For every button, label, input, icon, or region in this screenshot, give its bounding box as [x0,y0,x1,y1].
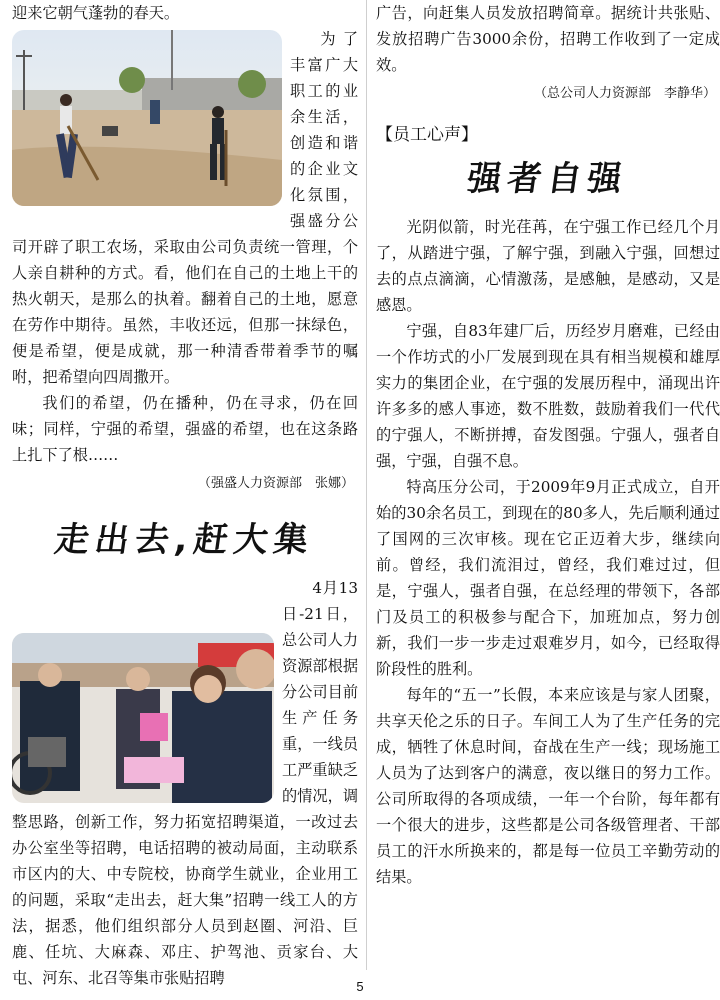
essay-headline: 强者自强 [464,159,631,199]
article1-paragraph-1: 为了丰富广大职工的业余生活，创造和谐的企业文化氛围，强盛分公司开辟了职工农场，采取由公司负责统一管理，个人亲自耕种的方式。看，他们在自己的土地上干的热火朝天，是那么的执着。翻着自己的土地，愿意在劳作中期待。虽然，丰收还远，但那一抹绿色，便是希望，便是成就，那一种清香带着季节的嘱咐，把希望向四周撒开。 [12,30,358,386]
farm-photo [12,30,282,206]
article1-signature: （强盛人力资源部 张娜） [197,476,354,491]
article1-body [12,26,358,496]
article2-paragraph: 4月13日-21日，总公司人力资源部根据分公司目前生产任务重，一线员工严重缺乏的情况，调整思路，创新工作，努力拓宽招聘渠道，一改过去办公室坐等招聘，电话招聘的被动局面，主动联系市区内的大、中专院校，协商学生就业，企业用工的问题，采取“走出去，赶大集”招聘一线工人的方法，据悉，他们组织部分人员到赵圈、河沿、巨鹿、任坑、大麻森、邓庄、护驾池、贡家台、大屯、河东、北召等集市张贴招聘 [12,579,358,987]
job-fair-photo [12,633,274,803]
essay-paragraph-2: 宁强，自83年建厂后，历经岁月磨难，已经由一个作坊式的小厂发展到现在具有相当规模和雄厚实力的集团企业，在宁强的发展历程中，涌现出许许多多的感人事迹，数不胜数，鼓励着我们一代代的宁强人，不断拼搏，奋发图强。宁强人，强者自强，宁强，自强不息。 [376,322,720,470]
page-number: 5 [356,979,364,994]
article2-headline: 走出去,赶大集 [52,520,317,560]
right-column [376,0,720,890]
section-label: 【员工心声】 [376,125,478,145]
article1-lead-line: 迎来它朝气蓬勃的春天。 [12,4,180,22]
article2-continuation: 广告，向赶集人员发放招聘简章。据统计共张贴、发放招聘广告3000余份，招聘工作收到了一定成效。 [376,4,720,74]
column-divider [366,0,367,970]
essay-paragraph-3: 特高压分公司，于2009年9月正式成立，自开始的30余名员工，到现在的80多人，先后顺利通过了国网的三次审核。现在它正迈着大步，继续向前。曾经，我们流泪过，曾经，我们难过过，但是，宁强人，强者自强，在总经理的带领下，各部门及员工的积极参与配合下，加班加点，努力创新，我们一步一步走过艰难岁月，如今，已经取得阶段性的胜利。 [376,478,720,678]
article1-paragraph-2: 我们的希望，仍在播种，仍在寻求，仍在回味；同样，宁强的希望，强盛的希望，也在这条路上扎下了根…… [12,394,358,464]
article2-signature: （总公司人力资源部 李静华） [533,86,716,101]
left-column [12,0,358,991]
essay-paragraph-1: 光阴似箭，时光荏苒，在宁强工作已经几个月了，从踏进宁强，了解宁强，到融入宁强，回想过去的点点滴滴，心情激荡，是感触，是感动，又是感恩。 [376,218,720,314]
essay-paragraph-4: 每年的“五一”长假，本来应该是与家人团聚，共享天伦之乐的日子。车间工人为了生产任务的完成，牺牲了休息时间，奋战在生产一线；现场施工人员为了达到客户的满意，夜以继日的努力工作。公司所取得的各项成绩，一年一个台阶，每年都有一个很大的进步，这些都是公司各级管理者、干部员工的汗水所换来的，都是每一位员工辛勤劳动的结果。 [376,686,720,886]
